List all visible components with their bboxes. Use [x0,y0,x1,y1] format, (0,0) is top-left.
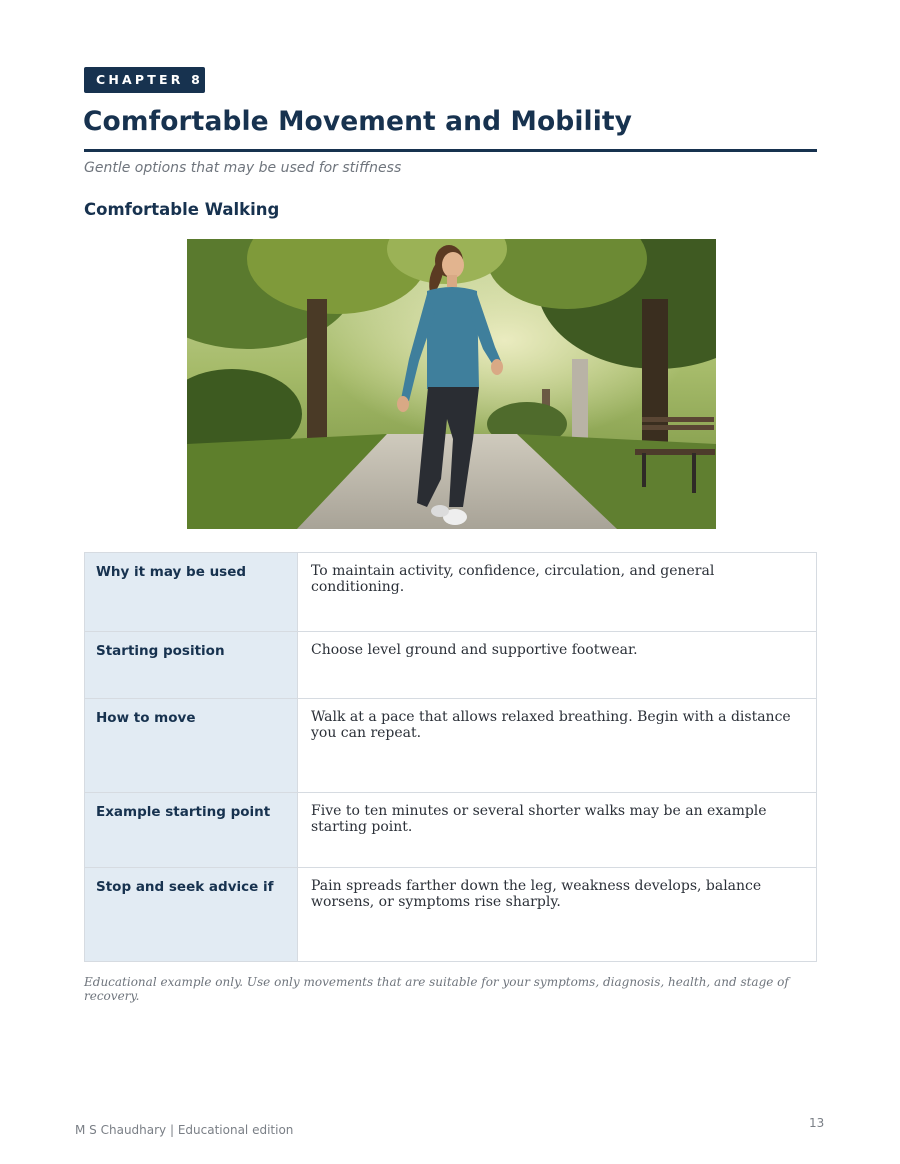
title-divider [84,149,817,152]
table-row [85,699,817,793]
woman-walking-park-photo [187,239,716,529]
row-label: Stop and seek advice if [85,868,298,962]
table-row [85,793,817,868]
row-value: To maintain activity, confidence, circulation, and general conditioning. [298,553,817,632]
section-heading: Comfortable Walking [84,200,280,219]
row-label: How to move [85,699,298,793]
row-value: Walk at a pace that allows relaxed breathing. Begin with a distance you can repeat. [298,699,817,793]
page-number: 13 [809,1116,825,1130]
row-label: Why it may be used [85,553,298,632]
footer-author: M S Chaudhary | Educational edition [75,1123,294,1137]
exercise-info-table [84,552,817,962]
table-row [85,868,817,962]
page-title: Comfortable Movement and Mobility [83,106,633,137]
row-label: Example starting point [85,793,298,868]
row-value: Choose level ground and supportive footwear. [298,632,817,699]
row-value: Pain spreads farther down the leg, weakness develops, balance worsens, or symptoms rise sharply. [298,868,817,962]
table-row [85,553,817,632]
row-value: Five to ten minutes or several shorter walks may be an example starting point. [298,793,817,868]
table-row [85,632,817,699]
chapter-badge: CHAPTER 8 [84,67,205,93]
row-label: Starting position [85,632,298,699]
disclaimer-footnote: Educational example only. Use only movements that are suitable for your symptoms, diagnosis, health, and stage of recovery. [84,975,789,1003]
page-subtitle: Gentle options that may be used for stiffness [84,160,402,176]
